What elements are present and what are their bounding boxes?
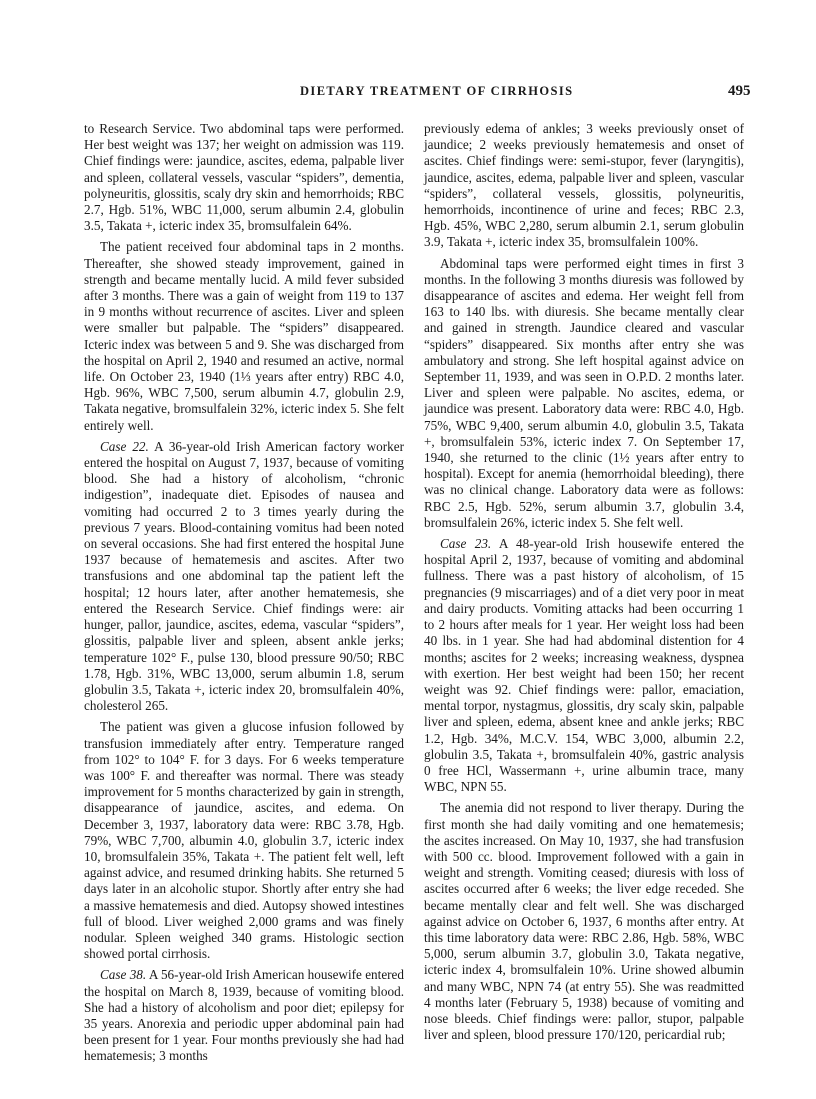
case-text: A 36-year-old Irish American factory worker entered the hospital on August 7, 1937, because of vomiting blood. She had a history of alcoholism, “chronic indigestion”, inadequate diet. Episodes of nausea and vomiting had occurred 2 to 3 times yearly during the previous 7 years. Blood-containing vomitus had been noted on several occasions. She had first entered the hospital June 1937 because of hematemesis and ascites. After two transfusions and one abdominal tap the patient left the hospital; 12 hours later, after another hematemesis, she entered the Research Service. Chief findings were: air hunger, pallor, jaundice, ascites, edema, vascular “spiders”, glossitis, palpable liver and spleen, absent ankle jerks; temperature 102° F., pulse 130, blood pressure 90/50; RBC 1.78, Hgb. 31%, WBC 13,000, serum albumin 1.8, serum globulin 3.5, Takata +, icteric index 20, bromsulfalein 40%, cholesterol 265. — [84, 438, 405, 714]
paragraph: The patient received four abdominal taps in 2 months. Thereafter, she showed steady improvement, gained in strength and became mentally lucid. A mild fever subsided after 3 months. There was a gain of weight from 119 to 137 in 9 months without recurrence of ascites. Liver and spleen were smaller but palpable. The “spiders” disappeared. Icteric index was between 5 and 9. She was discharged from the hospital on April 2, 1940 and resumed an active, normal life. On October 23, 1940 (1⅓ years after entry) RBC 4.0, Hgb. 96%, WBC 7,500, serum albumin 4.7, globulin 2.9, Takata negative, bromsulfalein 32%, icteric index 5. She felt entirely well. — [84, 239, 404, 433]
right-column — [424, 121, 744, 1048]
paragraph: Abdominal taps were performed eight times in first 3 months. In the following 3 months diuresis was followed by disappearance of ascites and edema. Her weight fell from 163 to 140 lbs. with diuresis. She became mentally clear and gained in strength. Jaundice cleared and vascular “spiders” disappeared. Six months after entry she was ambulatory and strong. She left hospital against advice on September 11, 1939, and was seen in O.P.D. 2 months later. Liver and spleen were palpable. No ascites, edema, or jaundice was present. Laboratory data were: RBC 4.0, Hgb. 75%, WBC 9,400, serum albumin 4.0, globulin 3.5, Takata +, bromsulfalein 53%, icteric index 7. On September 17, 1940, she returned to the clinic (1½ years after entry to hospital). Except for anemia (hemorrhoidal bleeding), there was no clinical change. Laboratory data were as follows: RBC 2.5, Hgb. 52%, serum albumin 3.7, globulin 3.4, bromsulfalein 26%, icteric index 5. She felt well. — [424, 255, 744, 530]
paragraph: The patient was given a glucose infusion followed by transfusion immediately after entry. Temperature ranged from 102° to 104° F. for 3 days. For 6 weeks temperature was 100° F. and thereafter was normal. There was steady improvement for 5 months characterized by gain in strength, disappearance of jaundice, ascites, and edema. On December 3, 1937, laboratory data were: RBC 3.78, Hgb. 79%, WBC 7,700, albumin 4.0, globulin 3.7, icteric index 10, bromsulfalein 35%, Takata +. The patient felt well, left against advice, and resumed drinking habits. She returned 5 days later in an alcoholic stupor. Shortly after entry she had a massive hematemesis and died. Autopsy showed intestines full of blood. Liver weighed 2,000 grams and was finely nodular. Spleen weighed 340 grams. Histologic section showed portal cirrhosis. — [84, 719, 404, 962]
left-column — [84, 121, 404, 1070]
case-label: Case 23. — [440, 536, 492, 552]
case-label: Case 22. — [100, 438, 149, 454]
paragraph: to Research Service. Two abdominal taps were performed. Her best weight was 137; her weight on admission was 119. Chief findings were: jaundice, ascites, edema, palpable liver and spleen, collateral vessels, vascular “spiders”, dementia, polyneuritis, glossitis, scaly dry skin and hemorrhoids; RBC 2.7, Hgb. 51%, WBC 11,000, serum albumin 2.4, globulin 3.5, Takata +, icteric index 35, bromsulfalein 64%. — [84, 121, 404, 234]
paragraph: previously edema of ankles; 3 weeks previously onset of jaundice; 2 weeks previously hematemesis and onset of ascites. Chief findings were: semi-stupor, fever (laryngitis), jaundice, ascites, edema, palpable liver and spleen, vascular “spiders”, collateral vessels, glossitis, polyneuritis, hemorrhoids, incontinence of urine and feces; RBC 2.3, Hgb. 45%, WBC 2,280, serum albumin 2.1, serum globulin 3.9, Takata +, icteric index 35, bromsulfalein 100%. — [424, 121, 744, 250]
case-label: Case 38. — [100, 967, 147, 983]
running-head: DIETARY TREATMENT OF CIRRHOSIS — [300, 84, 574, 98]
case-paragraph — [84, 439, 404, 714]
page-number: 495 — [728, 83, 751, 99]
case-text: A 56-year-old Irish American housewife entered the hospital on March 8, 1939, because of vomiting blood. She had a history of alcoholism and poor diet; epilepsy for 35 years. Anorexia and periodic upper abdominal pain had been present for 1 year. Four months previously she had had hematemesis; 3 months — [84, 967, 405, 1064]
case-text: A 48-year-old Irish housewife entered the hospital April 2, 1937, because of vomiting and abdominal fullness. There was a past history of alcoholism, of 15 pregnancies (9 miscarriages) and of a diet very poor in meat and dairy products. Vomiting attacks had been occurring 1 to 2 hours after meals for 1 year. Her weight loss had been 40 lbs. in 1 year. She had had abdominal distention for 4 months; ascites for 2 weeks; increasing weakness, dyspnea with exertion. Her best weight had been 150; her recent weight was 92. Chief findings were: pallor, emaciation, mental torpor, nystagmus, glossitis, dry scaly skin, palpable liver and spleen, edema, absent knee and ankle jerks; RBC 1.2, Hgb. 34%, M.C.V. 154, WBC 3,000, albumin 2.2, globulin 3.5, Takata +, bromsulfalein 40%, gastric analysis 0 free HCl, Wassermann +, urine albumin trace, many WBC, NPN 55. — [424, 536, 744, 795]
case-paragraph — [424, 536, 744, 795]
case-paragraph — [84, 967, 404, 1064]
paragraph: The anemia did not respond to liver therapy. During the first month she had daily vomiting and one hematemesis; the ascites increased. On May 10, 1937, she had transfusion with 500 cc. blood. Improvement followed with a gain in weight and strength. Vomiting ceased; diuresis with loss of ascites occurred after 6 weeks; the liver edge receded. She became mentally clear and felt well. She was discharged against advice on October 6, 1937, 6 months after entry. At this time laboratory data were: RBC 2.86, Hgb. 58%, WBC 5,000, serum albumin 3.7, globulin 3.0, Takata negative, icteric index 4, bromsulfalein 10%. Urine showed albumin and many WBC, NPN 74 (at entry 55). She was readmitted 4 months later (February 5, 1938) because of vomiting and nose bleeds. Chief findings were: pallor, stupor, palpable liver and spleen, blood pressure 170/120, pericardial rub; — [424, 800, 744, 1043]
